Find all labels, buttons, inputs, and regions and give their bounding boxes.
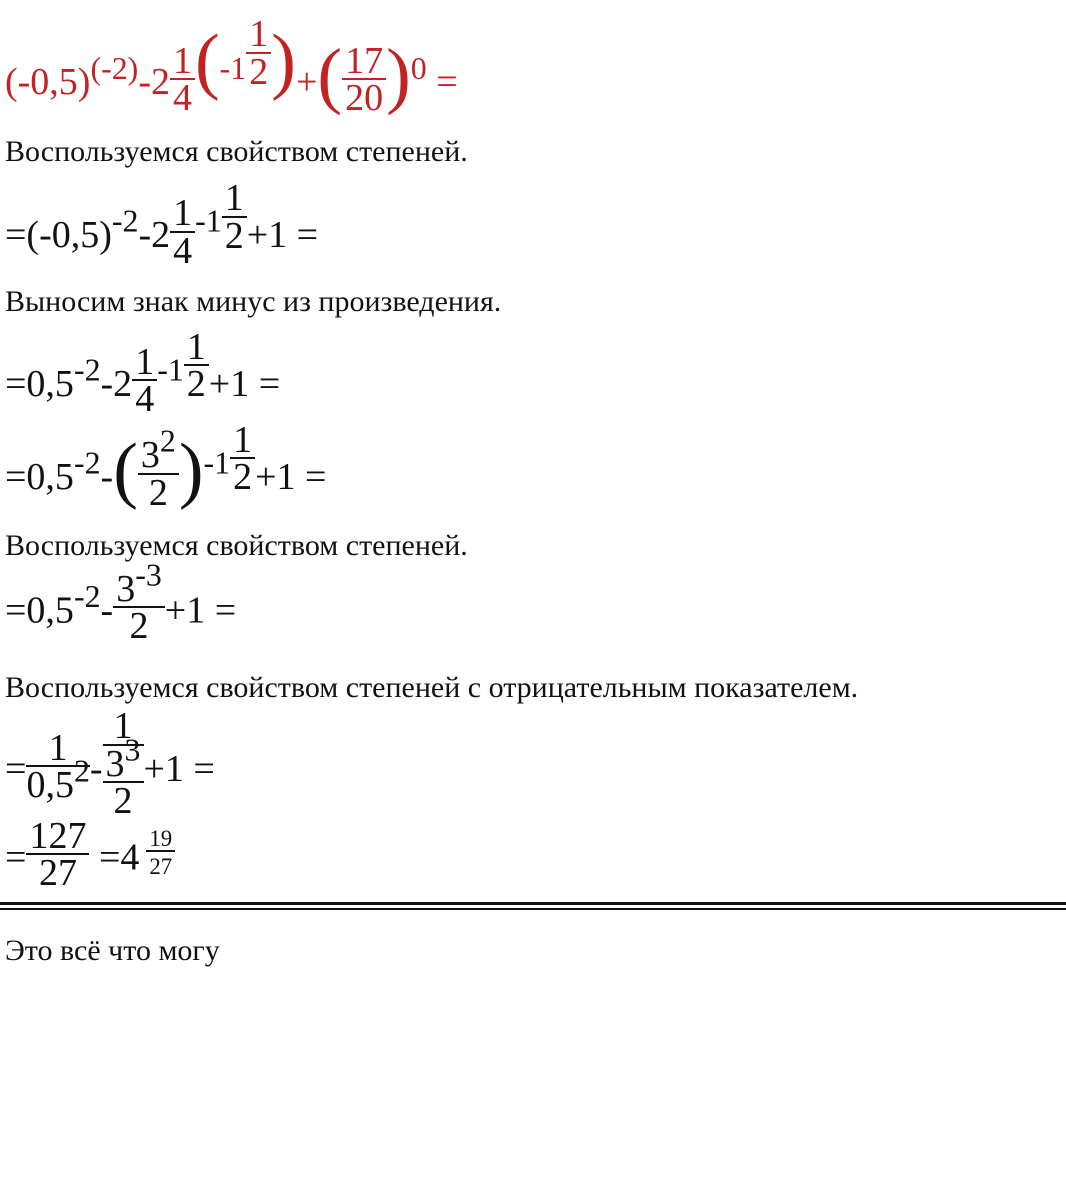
math-text: 2 [113, 780, 133, 823]
explanation-powers-property-1: Воспользуемся свойством степеней. [5, 134, 468, 168]
math-denominator [230, 456, 255, 499]
explanation-powers-property-2: Воспользуемся свойством степеней. [5, 529, 468, 563]
math-text: 4 [172, 77, 192, 120]
math-text: 3 [105, 742, 125, 785]
math-superscript: -2 [73, 352, 101, 388]
math-text: 27 [149, 854, 173, 880]
math-superscript: -2 [73, 578, 101, 614]
math-fraction [246, 13, 271, 93]
math-denominator [184, 363, 209, 406]
math-text: - [100, 589, 114, 632]
math-text: 20 [345, 77, 384, 120]
math-text: 17 [345, 39, 384, 82]
math-text: 19 [149, 826, 173, 852]
math-superscript: -1 [219, 50, 247, 86]
math-superscript: 2 [73, 753, 90, 789]
math-text: 1 [135, 340, 155, 383]
math-text: + [295, 61, 318, 104]
separator-double-line [0, 902, 1066, 910]
math-superscript: 2 [159, 423, 176, 459]
math-text: = [5, 836, 27, 879]
math-denominator [132, 378, 157, 421]
math-text: 1 [186, 325, 206, 368]
math-text: (-0,5) [5, 61, 91, 104]
math-text: 2 [249, 50, 269, 93]
math-superscript: -1 [157, 352, 184, 388]
math-denominator [138, 471, 179, 514]
math-text: 2 [148, 471, 168, 514]
math-text: 3 [116, 567, 136, 610]
math-fraction [230, 418, 255, 499]
math-text: =0,5 [5, 455, 74, 498]
math-superscript: (-2) [90, 50, 139, 86]
math-text: 1 [48, 726, 68, 769]
math-text: 2 [129, 605, 149, 648]
math-text: +1 = [255, 455, 327, 498]
math-text: 1 [233, 418, 253, 461]
math-text: +1 = [246, 213, 319, 256]
math-text: 2 [186, 363, 206, 406]
math-fraction [342, 39, 386, 120]
math-numerator [26, 814, 89, 857]
math-denominator [170, 77, 195, 120]
step-formula-5 [5, 705, 1066, 823]
math-text: 4 [135, 378, 155, 421]
math-denominator [103, 732, 144, 823]
math-numerator [146, 826, 175, 852]
math-fraction [103, 705, 144, 823]
math-fraction [113, 557, 165, 648]
math-numerator [132, 340, 157, 383]
math-denominator [342, 77, 386, 120]
math-paren: ( [194, 20, 220, 103]
math-paren: ) [271, 20, 296, 103]
math-text: = [5, 748, 27, 791]
math-fraction [170, 39, 195, 120]
math-fraction [26, 726, 90, 807]
step-formula-4 [5, 557, 1066, 648]
math-text: 1 [249, 13, 269, 55]
math-numerator [170, 39, 195, 82]
math-text: 1 [113, 705, 133, 748]
math-numerator [170, 192, 195, 235]
math-text: =(-0,5) [5, 213, 112, 256]
math-text: 2 [224, 214, 244, 257]
math-denominator [113, 605, 165, 648]
math-text: 4 [173, 229, 193, 272]
explanation-negative-exponent: Воспользуемся свойством степеней с отрицательным показателем. [5, 670, 859, 704]
math-superscript: -1 [203, 445, 231, 481]
math-text: =4 [89, 836, 140, 879]
math-denominator [103, 780, 144, 823]
math-text: -2 [100, 362, 133, 405]
math-text: = [426, 61, 458, 104]
math-text: 127 [29, 814, 87, 857]
math-denominator [26, 852, 89, 895]
problem-formula [5, 13, 1066, 120]
math-text: 2 [233, 456, 253, 499]
explanation-minus-sign: Выносим знак минус из произведения. [5, 285, 502, 319]
math-text: =0,5 [5, 589, 74, 632]
math-text: +1 = [164, 589, 237, 632]
math-superscript: -2 [73, 445, 101, 481]
math-denominator [246, 50, 271, 93]
math-numerator [184, 325, 209, 368]
math-text: 27 [38, 852, 77, 895]
math-fraction [103, 732, 144, 823]
math-text: +1 = [208, 362, 281, 405]
math-numerator [222, 177, 247, 220]
math-denominator [170, 229, 195, 272]
closing-note: Это всё что могу [5, 933, 220, 967]
math-fraction [132, 340, 157, 421]
math-denominator [146, 852, 175, 880]
math-numerator [230, 418, 255, 461]
math-superscript: -2 [111, 203, 139, 239]
math-denominator [222, 214, 247, 257]
math-paren: ( [113, 428, 138, 511]
math-paren: ) [386, 34, 411, 117]
math-text: - [100, 455, 114, 498]
result-formula [5, 814, 1066, 895]
math-numerator [138, 423, 179, 477]
math-superscript: -1 [195, 203, 222, 239]
math-denominator [26, 753, 90, 807]
math-text: +1 = [143, 748, 215, 791]
math-fraction [146, 826, 175, 880]
math-text: 0,5 [26, 764, 74, 807]
math-text: 1 [173, 192, 193, 235]
math-paren: ) [178, 428, 204, 511]
math-fraction [184, 325, 209, 406]
math-superscript: 0 [410, 50, 427, 86]
math-text: - [89, 748, 103, 791]
math-text: 3 [140, 434, 160, 477]
math-paren: ( [317, 34, 343, 117]
math-numerator [342, 39, 386, 82]
math-text: =0,5 [5, 362, 74, 405]
math-text: -2 [138, 61, 170, 104]
math-superscript: -3 [135, 557, 162, 593]
math-text: 1 [224, 177, 244, 220]
step-formula-2 [5, 325, 1066, 421]
math-text: -2 [138, 213, 171, 256]
math-fraction [138, 423, 179, 514]
math-text: 1 [172, 39, 192, 82]
step-formula-1 [5, 177, 1066, 272]
math-numerator [246, 13, 271, 55]
math-fraction [170, 192, 195, 272]
math-fraction [222, 177, 247, 257]
math-numerator [113, 557, 165, 610]
math-superscript: 3 [124, 732, 141, 768]
math-fraction [26, 814, 89, 895]
math-numerator [103, 732, 144, 785]
step-formula-3 [5, 418, 1066, 514]
